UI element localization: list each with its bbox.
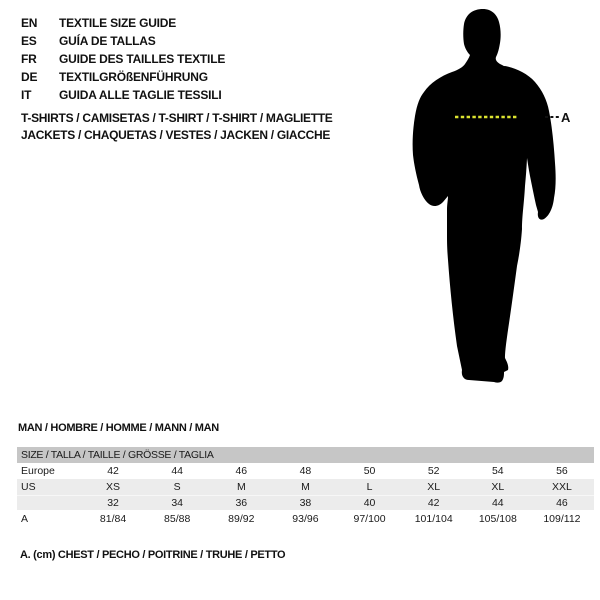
table-row-chest (17, 510, 594, 527)
man-silhouette (405, 8, 570, 393)
lang-label: GUÍA DE TALLAS (59, 34, 156, 48)
lang-code: ES (21, 34, 37, 48)
table-cell: L (366, 480, 373, 493)
table-cell: 44 (491, 496, 504, 509)
table-cell: 52 (427, 464, 440, 477)
measure-label-a: A (561, 110, 570, 125)
table-cell: 89/92 (228, 512, 255, 525)
table-cell: XXL (552, 480, 572, 493)
language-list (21, 14, 225, 104)
table-cell: 85/88 (164, 512, 191, 525)
table-cell: 56 (556, 464, 568, 477)
lang-code: IT (21, 88, 32, 102)
table-cell: 54 (491, 464, 504, 477)
table-cell: XL (427, 480, 441, 493)
table-cell: 32 (107, 496, 119, 509)
table-cell: 42 (427, 496, 440, 509)
table-cell: 48 (299, 464, 312, 477)
table-cell: 81/84 (99, 512, 127, 525)
table-cell: 109/112 (543, 512, 581, 525)
table-cell: 40 (363, 496, 376, 509)
product-line-jackets: JACKETS / CHAQUETAS / VESTES / JACKEN / GIACCHE (21, 128, 331, 142)
table-cell: 46 (235, 464, 248, 477)
table-cell: S (173, 480, 181, 493)
row-label: A (21, 512, 29, 525)
lang-label: TEXTILE SIZE GUIDE (59, 16, 177, 30)
table-row-numeric (17, 495, 594, 511)
table-cell: 44 (171, 464, 184, 477)
table-cell: 46 (556, 496, 568, 509)
product-types (21, 110, 333, 144)
table-cell: 105/108 (478, 512, 517, 525)
lang-code: DE (21, 70, 38, 84)
table-cell: M (236, 480, 246, 493)
table-cell: 97/100 (353, 512, 386, 525)
table-cell: 34 (171, 496, 184, 509)
table-cell: 38 (299, 496, 312, 509)
table-cell: 50 (363, 464, 376, 477)
table-row-europe (17, 463, 594, 479)
lang-label: GUIDA ALLE TAGLIE TESSILI (59, 88, 222, 102)
lang-code: EN (21, 16, 38, 30)
table-cell: XL (491, 480, 505, 493)
table-cell: 93/96 (292, 512, 319, 525)
table-row-us (17, 479, 594, 495)
table-cell: 36 (235, 496, 248, 509)
table-cell: 101/104 (414, 512, 453, 525)
gender-heading: MAN / HOMBRE / HOMME / MANN / MAN (18, 422, 219, 434)
man-body-shape (413, 9, 528, 383)
size-table-header: SIZE / TALLA / TAILLE / GRÖSSE / TAGLIA (17, 447, 594, 463)
lang-label: TEXTILGRÖßENFÜHRUNG (59, 70, 208, 84)
lang-code: FR (21, 52, 37, 66)
size-table (17, 447, 594, 527)
table-cell: 42 (107, 464, 119, 477)
row-label: US (21, 480, 36, 493)
measurement-figure (405, 8, 570, 393)
table-cell: XS (106, 480, 121, 493)
table-cell: M (301, 480, 310, 493)
lang-label: GUIDE DES TAILLES TEXTILE (59, 52, 226, 66)
measure-legend: A. (cm) CHEST / PECHO / POITRINE / TRUHE / PETTO (20, 549, 286, 561)
product-line-tshirts: T-SHIRTS / CAMISETAS / T-SHIRT / T-SHIRT / MAGLIETTE (21, 111, 333, 125)
row-label: Europe (21, 464, 55, 477)
